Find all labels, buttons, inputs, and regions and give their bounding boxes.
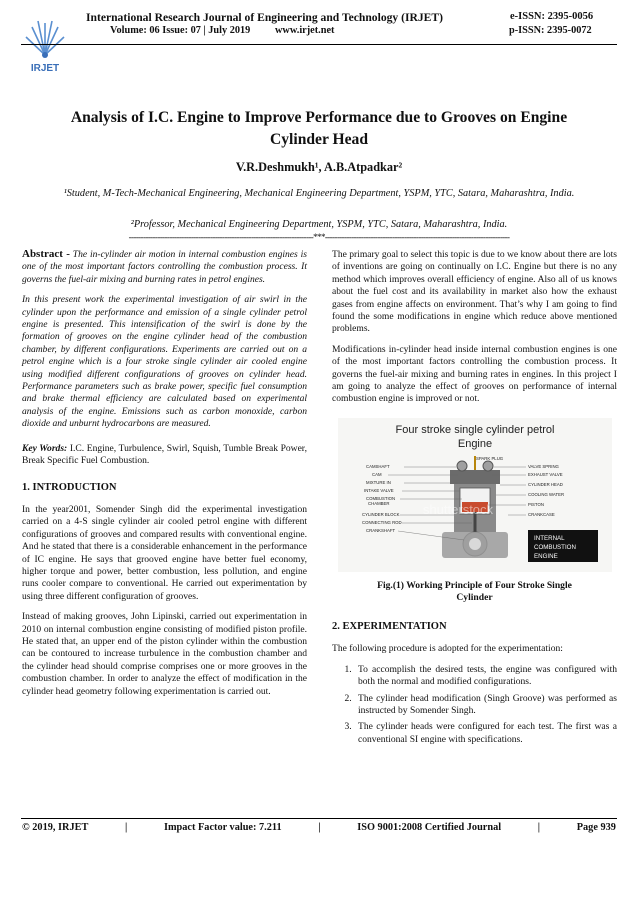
abstract-paragraph-2: In this present work the experimental investigation of air swirl in the cylinder upon the performance and emission of a single cylinder petrol engine is presented. This intensification of the swirl is done by the formation of grooves on the engine cylinder head of the combustion chamber, by different configurations. Experiments are carried out on a petrol engine which is a four stroke single cylinder air cooled engine using modified different configurations of grooves on cylinder head. Performance parameters such as brake power, specific fuel consumption and brake thermal efficiency are calculated based on experimental analysis of the engine. Emissions such as carbon monoxide, carbon dioxide and unburnt hydrocarbons are measured. [22,294,307,430]
volume-issue: Volume: 06 Issue: 07 | July 2019 [110,25,251,36]
keywords-text: I.C. Engine, Turbulence, Swirl, Squish, Tumble Break Power, Break Specific Fuel Combustion. [22,442,307,467]
paper-title: Analysis of I.C. Engine to Improve Performance due to Grooves on Engine Cylinder Head [70,109,568,148]
abstract-label: Abstract - [22,248,70,260]
right-column [332,249,617,750]
label-right-5: CRANKCASE [527,511,555,517]
experimentation-heading: 2. EXPERIMENTATION [332,620,447,632]
affiliation-2: ²Professor, Mechanical Engineering Department, YSPM, YTC, Satara, Maharashtra, India. [130,219,508,230]
label-left-5: CHAMBER [367,500,389,506]
label-left-8: CRANKSHAFT [365,527,395,533]
experimentation-steps [332,664,617,746]
footer-impact-factor: Impact Factor value: 7.211 [163,822,282,833]
list-item: 1. To accomplish the desired tests, the engine was configured with both the normal and modified configurations. [354,664,617,689]
logo-text: IRJET [30,63,60,74]
figure-watermark: shutterstock [422,501,493,517]
pissn: p-ISSN: 2395-0072 [509,25,592,36]
label-left-0: CAMSHAFT [365,463,390,469]
section-separator: -----------------------------------------------------------------------------***----------------------------------------------------------------------------- [128,232,510,242]
intro-paragraph-4: Modifications in-cylinder head inside internal combustion engines is one of the most important factors controlling the combustion process. It governs the fuel-air mixing and burning rates in engines. In this project I am going to analyze the effect of grooves on performance of internal combustion engine is improved or not. [332,343,617,405]
irjet-logo [22,15,68,75]
label-right-1: EXHAUST VALVE [527,471,563,477]
label-spark-plug: SPARK PLUG [475,455,503,461]
intro-paragraph-1: In the year2001, Somender Singh did the experimental investigation carried on a 4-S single cylinder air cooled petrol engine with different configurations of grooves and compared results with conventional engine. And he stated that there is a considerable enhancement in the performance of IC engine. He says that grooved engine have better fuel economy, higher torque and power, better combustion, less pollution, and engine runs cooler compare to conventional. He carried out experimentation by using three different configuration of grooves. [22,503,307,602]
badge-line-1: INTERNAL [533,534,565,542]
label-left-7: CONNECTING ROD [361,519,402,525]
authors: V.R.Deshmukh¹, A.B.Atpadkar² [235,160,403,174]
abstract-paragraph-1 [22,248,307,286]
figure-title-1: Four stroke single cylinder petrol [395,423,554,436]
footer-copyright: © 2019, IRJET [22,822,89,833]
label-right-0: VALVE SPRING [527,463,559,469]
label-left-6: CYLINDER BLOCK [361,511,399,517]
label-left-1: CAM [371,471,382,477]
journal-title: International Research Journal of Engineering and Technology (IRJET) [86,11,443,24]
label-left-2: MIXTURE IN [365,479,391,485]
badge-line-3: ENGINE [533,552,558,560]
abstract-text-1: The in-cylinder air motion in internal combustion engines is one of the most important factors controlling the combustion process. It governs the fuel-air mixing and burning rates in petrol engines. [22,249,307,285]
label-left-4: COMBUSTION [365,495,395,501]
footer-iso: ISO 9001:2008 Certified Journal [357,822,502,833]
label-right-3: COOLING WATER [527,491,564,497]
intro-paragraph-2: Instead of making grooves, John Lipinski, carried out experimentation in 2010 on internal combustion engine consisting of modified piston profile. He stated that, an upper end of the piston cylinder within the combustion can be contoured to increase turbulence in the combustion chamber and the cylinder head should comprise comprises one or more grooves in the combustion chamber. In order to analyze the effect of modification in the cylinder head geometry following experimentation is carried out. [22,611,307,697]
footer-page-number: Page 939 [576,822,616,833]
list-item: 2. The cylinder head modification (Singh Groove) was performed as instructed by Somender Singh. [354,693,617,718]
engine-figure [338,418,612,572]
label-right-4: PISTON [527,501,544,507]
list-item: 3. The cylinder heads were configured for each test. The first was a conventional SI engine with specifications. [354,721,617,746]
label-left-3: INTAKE VALVE [363,487,394,493]
intro-paragraph-3: The primary goal to select this topic is due to we know about there are lots of inventions are going on continually on I.C. Engine but there is no any method which improves overall efficiency of engine. Also all of us knows about the fuel cost and its availability in market also how the exhaust gases from engine affects on environment. That’s why I am going to find found the some modifications in engine which reduce above mentioned problems. [332,249,618,335]
journal-website-link[interactable]: www.irjet.net [275,25,335,36]
badge-line-2: COMBUSTION [533,543,576,551]
keywords [22,443,307,468]
left-column [22,248,307,706]
keywords-label: Key Words: [22,442,68,454]
figure-title-2: Engine [457,437,492,450]
footer-divider [21,818,617,819]
footer-divider-3: | [537,822,541,833]
footer-divider-1: | [125,822,128,833]
introduction-heading: 1. INTRODUCTION [22,481,117,493]
eissn: e-ISSN: 2395-0056 [510,11,594,22]
experimentation-intro: The following procedure is adopted for the experimentation: [332,643,563,655]
figure-caption [332,580,617,605]
figure-caption-line-2: Cylinder [456,592,493,604]
footer [22,822,616,833]
footer-divider-2: | [318,822,321,833]
affiliation-1: ¹Student, M-Tech-Mechanical Engineering, Mechanical Engineering Department, YSPM, YTC, Satara, Maharashtra, India. [63,188,575,199]
ice-badge [528,530,598,562]
engine-diagram [338,418,612,572]
figure-caption-line-1: Fig.(1) Working Principle of Four Stroke Single [377,579,572,591]
header-divider [21,44,617,45]
label-right-2: CYLINDER HEAD [527,481,563,487]
